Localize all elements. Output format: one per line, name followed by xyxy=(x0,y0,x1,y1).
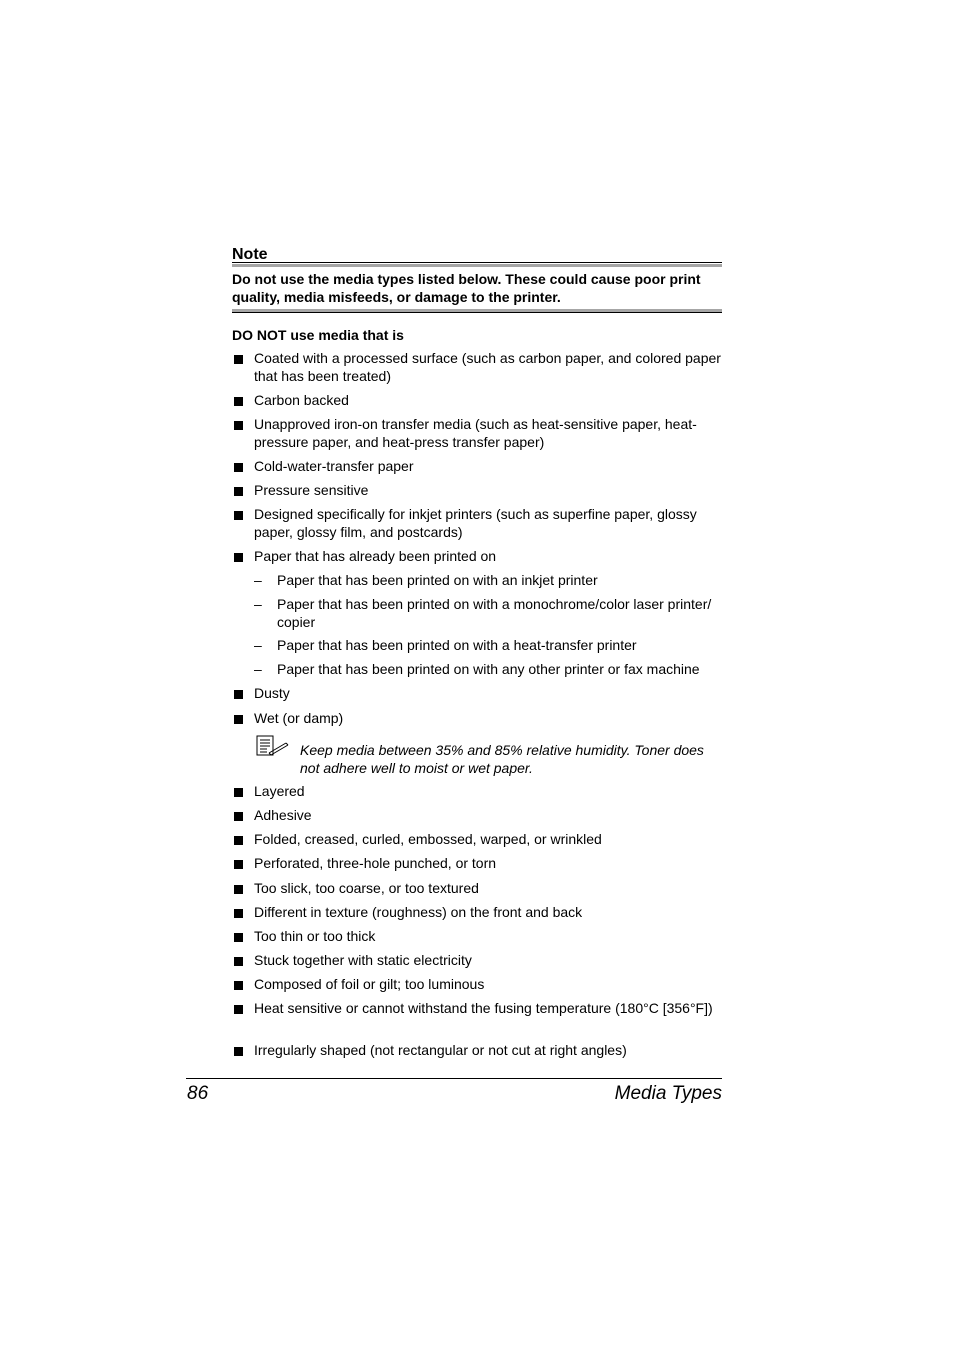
list-item: Coated with a processed surface (such as carbon paper, and colored paper that has been treated) xyxy=(254,350,721,384)
sub-list-item: Paper that has been printed on with an inkjet printer xyxy=(277,572,598,588)
section-title: Media Types xyxy=(614,1083,722,1104)
page-number: 86 xyxy=(187,1083,209,1104)
bullet-square-icon xyxy=(234,553,243,562)
dash-marker: – xyxy=(254,637,262,653)
bullet-square-icon xyxy=(234,355,243,364)
bullet-square-icon xyxy=(234,690,243,699)
bullet-square-icon xyxy=(234,933,243,942)
list-item: Unapproved iron-on transfer media (such as heat-sensitive paper, heat-pressure paper, and heat-press transfer paper) xyxy=(254,416,697,450)
bullet-square-icon xyxy=(234,487,243,496)
sub-list-item: Paper that has been printed on with a monochrome/color laser printer/ copier xyxy=(277,596,712,630)
list-item: Perforated, three-hole punched, or torn xyxy=(254,855,497,871)
list-item: Dusty xyxy=(254,685,290,701)
bullet-square-icon xyxy=(234,860,243,869)
dash-marker: – xyxy=(254,572,262,588)
sub-list-item: Paper that has been printed on with a heat-transfer printer xyxy=(277,637,637,653)
bullet-square-icon xyxy=(234,1005,243,1014)
list-item: Pressure sensitive xyxy=(254,482,369,498)
list-item: Stuck together with static electricity xyxy=(254,952,472,968)
note-box xyxy=(232,245,722,305)
note-title: Note xyxy=(232,246,268,263)
dash-marker: – xyxy=(254,596,262,612)
list-item: Different in texture (roughness) on the front and back xyxy=(254,904,583,920)
note-title-rule xyxy=(232,262,722,263)
list-item: Composed of foil or gilt; too luminous xyxy=(254,976,485,992)
list-item: Too slick, too coarse, or too textured xyxy=(254,880,479,896)
list-item: Designed specifically for inkjet printers (such as superfine paper, glossy paper, glossy film, and postcards) xyxy=(254,506,697,540)
list-item: Too thin or too thick xyxy=(254,928,376,944)
list-item: Paper that has already been printed on xyxy=(254,548,497,564)
list-item: Folded, creased, curled, embossed, warped, or wrinkled xyxy=(254,831,602,847)
bullet-square-icon xyxy=(234,909,243,918)
list-item: Heat sensitive or cannot withstand the fusing temperature (180°C [356°F]) xyxy=(254,1000,713,1016)
bullet-square-icon xyxy=(234,511,243,520)
list-item: Wet (or damp) xyxy=(254,710,344,726)
bullet-square-icon xyxy=(234,788,243,797)
list-subheading: DO NOT use media that is xyxy=(232,327,404,343)
bullet-square-icon xyxy=(234,957,243,966)
bullet-square-icon xyxy=(234,421,243,430)
list-item: Layered xyxy=(254,783,305,799)
bullet-square-icon xyxy=(234,812,243,821)
note-pencil-icon xyxy=(256,735,290,757)
bullet-square-icon xyxy=(234,836,243,845)
sub-list-item: Paper that has been printed on with any other printer or fax machine xyxy=(277,661,700,677)
list-item: Adhesive xyxy=(254,807,312,823)
list-item: Irregularly shaped (not rectangular or not cut at right angles) xyxy=(254,1042,627,1058)
bullet-square-icon xyxy=(234,463,243,472)
bullet-square-icon xyxy=(234,715,243,724)
bullet-square-icon xyxy=(234,1047,243,1056)
note-text: Do not use the media types listed below. These could cause poor print quality, media misfeeds, or damage to the printer. xyxy=(232,271,701,305)
list-item: Carbon backed xyxy=(254,392,349,408)
dash-marker: – xyxy=(254,661,262,677)
note-bottom-rule xyxy=(232,312,722,313)
list-item: Cold-water-transfer paper xyxy=(254,458,414,474)
note-top-bar xyxy=(232,264,722,267)
bullet-square-icon xyxy=(234,397,243,406)
bullet-square-icon xyxy=(234,885,243,894)
footer-rule xyxy=(186,1078,722,1079)
bullet-square-icon xyxy=(234,981,243,990)
tip-text: Keep media between 35% and 85% relative humidity. Toner does not adhere well to moist or wet paper. xyxy=(300,742,704,776)
